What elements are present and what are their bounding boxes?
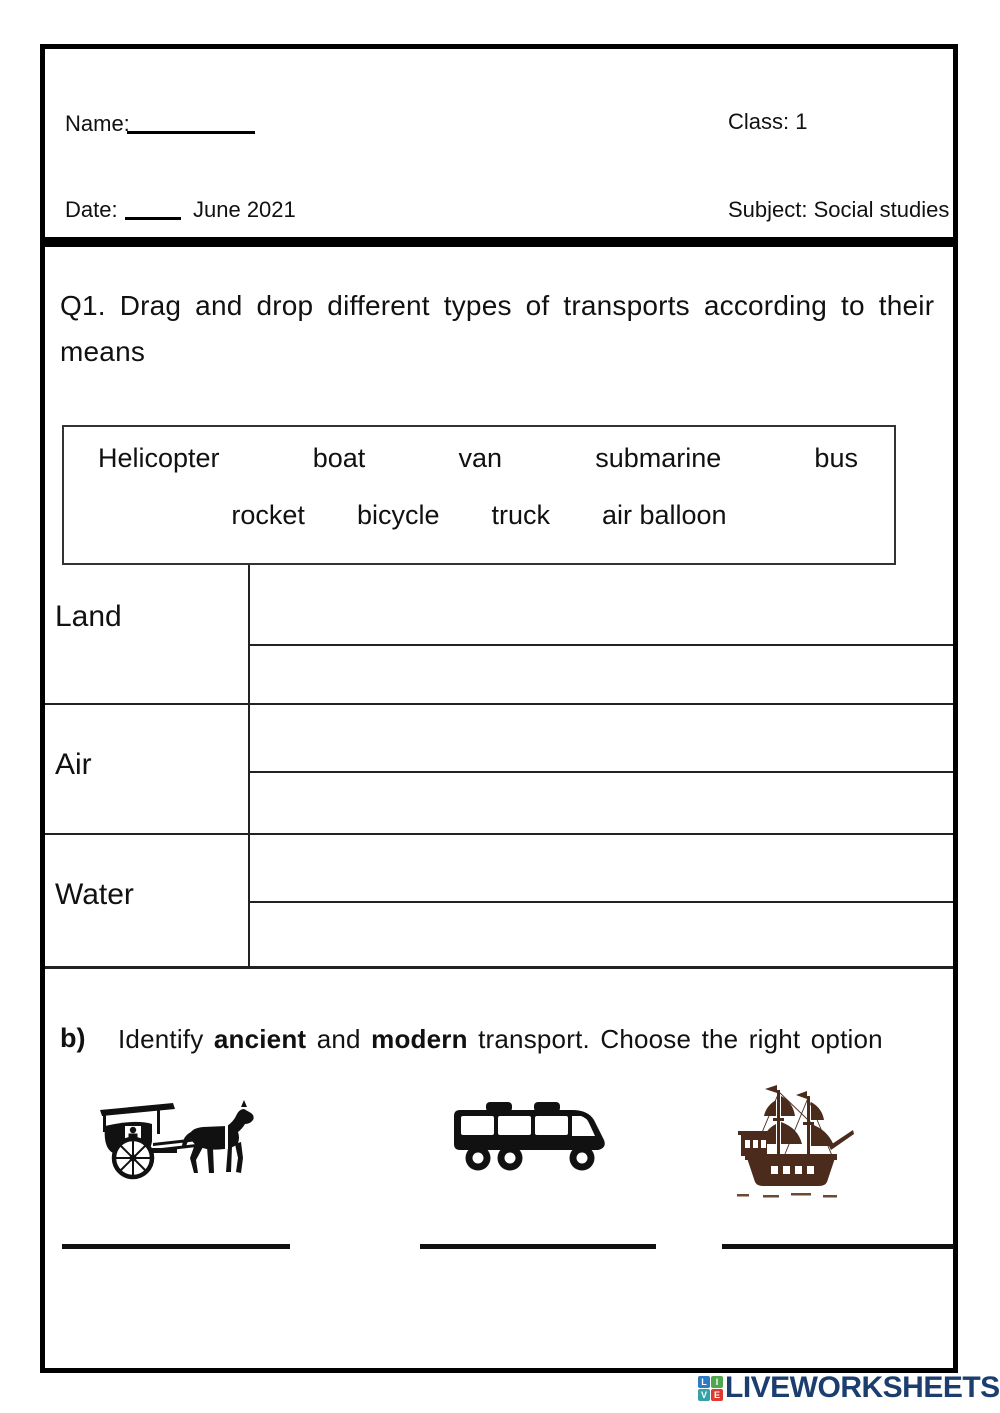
drop-zone-water-bottom[interactable] [251, 905, 951, 964]
table-column-divider [248, 565, 250, 968]
q1-instruction-line2: means [60, 336, 146, 367]
table-land-mid-line [248, 644, 953, 646]
date-value: June 2021 [193, 197, 296, 222]
table-water-mid-line [248, 901, 953, 903]
table-air-mid-line [248, 771, 953, 773]
table-bottom-line [45, 966, 953, 969]
drop-zone-land-bottom[interactable] [251, 648, 951, 701]
liveworksheets-wordmark: LIVEWORKSHEETS [725, 1371, 1000, 1404]
table-air-water-separator [45, 833, 953, 835]
subject-label: Subject: Social studies [728, 197, 950, 222]
logo-square-e: E [711, 1389, 723, 1401]
name-label: Name: [65, 111, 130, 136]
category-label-air: Air [55, 748, 92, 781]
draggable-word-boat[interactable]: boat [312, 443, 366, 473]
drop-zone-water-top[interactable] [251, 837, 951, 899]
draggable-word-van[interactable]: van [458, 443, 503, 473]
class-label: Class: 1 [728, 109, 808, 134]
name-blank-field[interactable] [127, 111, 255, 134]
bus-image [450, 1098, 620, 1180]
liveworksheets-logo-squares [698, 1376, 723, 1401]
draggable-word-bicycle[interactable]: bicycle [356, 500, 440, 530]
draggable-word-air-balloon[interactable]: air balloon [601, 500, 727, 530]
word-bank-row1 [64, 427, 894, 474]
table-land-air-separator [45, 703, 953, 705]
date-label: Date: [65, 197, 118, 222]
sailing-ship-image [733, 1082, 858, 1204]
liveworksheets-logo[interactable] [698, 1371, 1000, 1405]
qb-label: b) [60, 1023, 86, 1053]
qb-text-modern: modern [371, 1024, 468, 1054]
qb-text-3: and [306, 1024, 372, 1054]
q1-instruction-line1: Q1. Drag and drop different types of transports according to their [60, 290, 935, 321]
horse-carriage-image [95, 1096, 270, 1182]
draggable-word-submarine[interactable]: submarine [595, 443, 722, 473]
qb-instruction [118, 1024, 918, 1055]
date-blank-field[interactable] [125, 197, 181, 220]
category-label-land: Land [55, 600, 122, 633]
qb-text-1: Identify [118, 1024, 214, 1054]
answer-line-ship[interactable] [722, 1244, 954, 1249]
draggable-word-rocket[interactable]: rocket [231, 500, 305, 530]
drop-zone-air-top[interactable] [251, 707, 951, 769]
header-box [40, 44, 958, 242]
qb-text-ancient: ancient [213, 1024, 307, 1054]
logo-square-l: L [698, 1376, 710, 1388]
word-bank-box [62, 425, 896, 565]
draggable-word-helicopter[interactable]: Helicopter [98, 443, 220, 473]
qb-text-5: transport. Choose the right option [467, 1024, 883, 1054]
word-bank-row2 [64, 500, 894, 531]
drop-zone-air-bottom[interactable] [251, 775, 951, 831]
draggable-word-bus[interactable]: bus [814, 443, 858, 473]
category-label-water: Water [55, 878, 134, 911]
answer-line-carriage[interactable] [62, 1244, 290, 1249]
drop-zone-land-top[interactable] [251, 567, 951, 642]
draggable-word-truck[interactable]: truck [491, 500, 550, 530]
answer-line-bus[interactable] [420, 1244, 656, 1249]
logo-square-v: V [698, 1389, 710, 1401]
logo-square-i: I [711, 1376, 723, 1388]
